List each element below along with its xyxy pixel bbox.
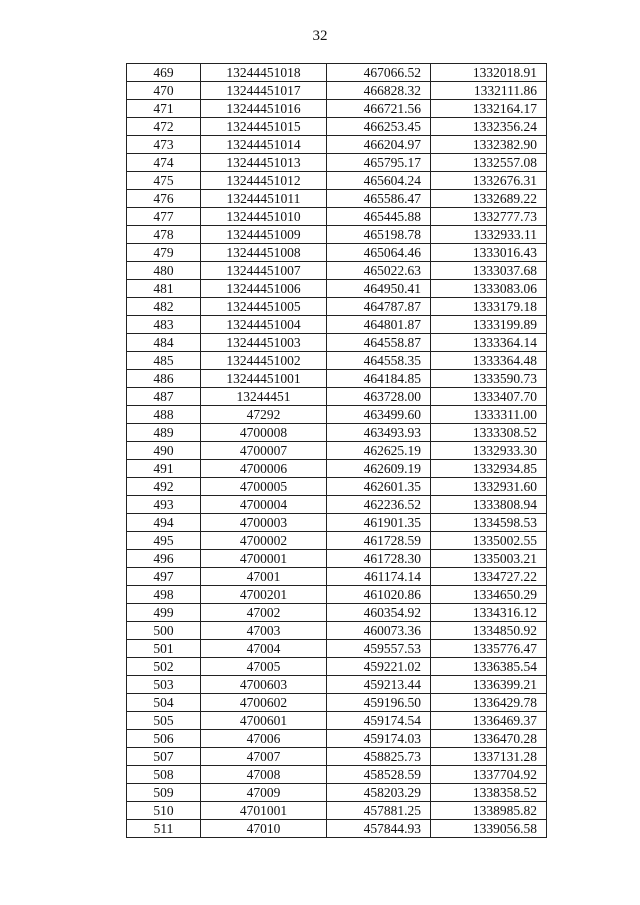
point-id-cell: 47010 (201, 820, 327, 838)
row-number-cell: 486 (127, 370, 201, 388)
row-number-cell: 481 (127, 280, 201, 298)
point-id-cell: 13244451008 (201, 244, 327, 262)
y-coordinate-cell: 1333083.06 (431, 280, 547, 298)
x-coordinate-cell: 459174.03 (327, 730, 431, 748)
point-id-cell: 13244451017 (201, 82, 327, 100)
table-row (127, 586, 547, 604)
table-row (127, 154, 547, 172)
point-id-cell: 13244451007 (201, 262, 327, 280)
table-row (127, 136, 547, 154)
x-coordinate-cell: 465022.63 (327, 262, 431, 280)
x-coordinate-cell: 465604.24 (327, 172, 431, 190)
point-id-cell: 4700001 (201, 550, 327, 568)
row-number-cell: 488 (127, 406, 201, 424)
x-coordinate-cell: 463493.93 (327, 424, 431, 442)
x-coordinate-cell: 464801.87 (327, 316, 431, 334)
point-id-cell: 4700008 (201, 424, 327, 442)
x-coordinate-cell: 460073.36 (327, 622, 431, 640)
row-number-cell: 504 (127, 694, 201, 712)
row-number-cell: 471 (127, 100, 201, 118)
row-number-cell: 507 (127, 748, 201, 766)
table-row (127, 334, 547, 352)
x-coordinate-cell: 462625.19 (327, 442, 431, 460)
x-coordinate-cell: 465795.17 (327, 154, 431, 172)
x-coordinate-cell: 466721.56 (327, 100, 431, 118)
y-coordinate-cell: 1334727.22 (431, 568, 547, 586)
x-coordinate-cell: 462609.19 (327, 460, 431, 478)
table-row (127, 568, 547, 586)
table-row (127, 226, 547, 244)
table-row (127, 712, 547, 730)
row-number-cell: 510 (127, 802, 201, 820)
row-number-cell: 482 (127, 298, 201, 316)
x-coordinate-cell: 464787.87 (327, 298, 431, 316)
table-row (127, 766, 547, 784)
y-coordinate-cell: 1336429.78 (431, 694, 547, 712)
table-row (127, 730, 547, 748)
row-number-cell: 484 (127, 334, 201, 352)
y-coordinate-cell: 1335003.21 (431, 550, 547, 568)
y-coordinate-cell: 1332676.31 (431, 172, 547, 190)
table-row (127, 316, 547, 334)
x-coordinate-cell: 467066.52 (327, 64, 431, 82)
point-id-cell: 13244451002 (201, 352, 327, 370)
y-coordinate-cell: 1332018.91 (431, 64, 547, 82)
row-number-cell: 477 (127, 208, 201, 226)
coordinates-table (126, 63, 547, 838)
x-coordinate-cell: 461901.35 (327, 514, 431, 532)
x-coordinate-cell: 466828.32 (327, 82, 431, 100)
y-coordinate-cell: 1332933.11 (431, 226, 547, 244)
row-number-cell: 497 (127, 568, 201, 586)
y-coordinate-cell: 1332164.17 (431, 100, 547, 118)
point-id-cell: 4700003 (201, 514, 327, 532)
x-coordinate-cell: 461728.59 (327, 532, 431, 550)
table-row (127, 352, 547, 370)
y-coordinate-cell: 1333308.52 (431, 424, 547, 442)
x-coordinate-cell: 460354.92 (327, 604, 431, 622)
row-number-cell: 511 (127, 820, 201, 838)
x-coordinate-cell: 465064.46 (327, 244, 431, 262)
y-coordinate-cell: 1332356.24 (431, 118, 547, 136)
point-id-cell: 4700601 (201, 712, 327, 730)
y-coordinate-cell: 1332689.22 (431, 190, 547, 208)
y-coordinate-cell: 1334316.12 (431, 604, 547, 622)
x-coordinate-cell: 461728.30 (327, 550, 431, 568)
y-coordinate-cell: 1332931.60 (431, 478, 547, 496)
row-number-cell: 475 (127, 172, 201, 190)
table-row (127, 820, 547, 838)
x-coordinate-cell: 461174.14 (327, 568, 431, 586)
x-coordinate-cell: 457881.25 (327, 802, 431, 820)
row-number-cell: 478 (127, 226, 201, 244)
table-row (127, 82, 547, 100)
x-coordinate-cell: 463499.60 (327, 406, 431, 424)
point-id-cell: 47009 (201, 784, 327, 802)
y-coordinate-cell: 1333311.00 (431, 406, 547, 424)
point-id-cell: 13244451005 (201, 298, 327, 316)
point-id-cell: 47006 (201, 730, 327, 748)
point-id-cell: 13244451009 (201, 226, 327, 244)
x-coordinate-cell: 458203.29 (327, 784, 431, 802)
row-number-cell: 491 (127, 460, 201, 478)
row-number-cell: 505 (127, 712, 201, 730)
y-coordinate-cell: 1334598.53 (431, 514, 547, 532)
table-row (127, 748, 547, 766)
point-id-cell: 13244451011 (201, 190, 327, 208)
row-number-cell: 506 (127, 730, 201, 748)
x-coordinate-cell: 464558.87 (327, 334, 431, 352)
x-coordinate-cell: 464184.85 (327, 370, 431, 388)
table-row (127, 514, 547, 532)
row-number-cell: 469 (127, 64, 201, 82)
x-coordinate-cell: 465445.88 (327, 208, 431, 226)
row-number-cell: 495 (127, 532, 201, 550)
table-row (127, 442, 547, 460)
row-number-cell: 498 (127, 586, 201, 604)
y-coordinate-cell: 1333364.48 (431, 352, 547, 370)
y-coordinate-cell: 1332382.90 (431, 136, 547, 154)
table-row (127, 244, 547, 262)
y-coordinate-cell: 1332111.86 (431, 82, 547, 100)
row-number-cell: 487 (127, 388, 201, 406)
x-coordinate-cell: 459174.54 (327, 712, 431, 730)
table-row (127, 64, 547, 82)
table-row (127, 658, 547, 676)
point-id-cell: 47002 (201, 604, 327, 622)
y-coordinate-cell: 1333407.70 (431, 388, 547, 406)
x-coordinate-cell: 461020.86 (327, 586, 431, 604)
point-id-cell: 47004 (201, 640, 327, 658)
x-coordinate-cell: 465586.47 (327, 190, 431, 208)
y-coordinate-cell: 1335002.55 (431, 532, 547, 550)
table-row (127, 118, 547, 136)
point-id-cell: 47007 (201, 748, 327, 766)
y-coordinate-cell: 1333808.94 (431, 496, 547, 514)
table-row (127, 478, 547, 496)
row-number-cell: 492 (127, 478, 201, 496)
x-coordinate-cell: 465198.78 (327, 226, 431, 244)
row-number-cell: 508 (127, 766, 201, 784)
table-row (127, 676, 547, 694)
point-id-cell: 4700005 (201, 478, 327, 496)
row-number-cell: 490 (127, 442, 201, 460)
point-id-cell: 47001 (201, 568, 327, 586)
x-coordinate-cell: 459557.53 (327, 640, 431, 658)
table-row (127, 280, 547, 298)
y-coordinate-cell: 1333199.89 (431, 316, 547, 334)
point-id-cell: 4700006 (201, 460, 327, 478)
y-coordinate-cell: 1333037.68 (431, 262, 547, 280)
y-coordinate-cell: 1337704.92 (431, 766, 547, 784)
x-coordinate-cell: 462601.35 (327, 478, 431, 496)
x-coordinate-cell: 463728.00 (327, 388, 431, 406)
point-id-cell: 47008 (201, 766, 327, 784)
y-coordinate-cell: 1338985.82 (431, 802, 547, 820)
point-id-cell: 13244451016 (201, 100, 327, 118)
table-row (127, 406, 547, 424)
row-number-cell: 476 (127, 190, 201, 208)
point-id-cell: 13244451014 (201, 136, 327, 154)
y-coordinate-cell: 1336385.54 (431, 658, 547, 676)
y-coordinate-cell: 1337131.28 (431, 748, 547, 766)
x-coordinate-cell: 459196.50 (327, 694, 431, 712)
point-id-cell: 4700603 (201, 676, 327, 694)
table-row (127, 604, 547, 622)
table-row (127, 496, 547, 514)
row-number-cell: 474 (127, 154, 201, 172)
coordinates-table-body (127, 64, 547, 838)
row-number-cell: 509 (127, 784, 201, 802)
row-number-cell: 489 (127, 424, 201, 442)
y-coordinate-cell: 1332933.30 (431, 442, 547, 460)
table-row (127, 550, 547, 568)
point-id-cell: 4700201 (201, 586, 327, 604)
x-coordinate-cell: 466253.45 (327, 118, 431, 136)
table-row (127, 262, 547, 280)
x-coordinate-cell: 464558.35 (327, 352, 431, 370)
point-id-cell: 47003 (201, 622, 327, 640)
point-id-cell: 13244451004 (201, 316, 327, 334)
table-row (127, 424, 547, 442)
table-row (127, 370, 547, 388)
x-coordinate-cell: 459213.44 (327, 676, 431, 694)
y-coordinate-cell: 1332777.73 (431, 208, 547, 226)
table-row (127, 784, 547, 802)
point-id-cell: 4700004 (201, 496, 327, 514)
point-id-cell: 47005 (201, 658, 327, 676)
table-row (127, 802, 547, 820)
row-number-cell: 483 (127, 316, 201, 334)
row-number-cell: 473 (127, 136, 201, 154)
y-coordinate-cell: 1336469.37 (431, 712, 547, 730)
row-number-cell: 502 (127, 658, 201, 676)
table-row (127, 460, 547, 478)
row-number-cell: 479 (127, 244, 201, 262)
y-coordinate-cell: 1333016.43 (431, 244, 547, 262)
x-coordinate-cell: 466204.97 (327, 136, 431, 154)
point-id-cell: 13244451018 (201, 64, 327, 82)
point-id-cell: 4700602 (201, 694, 327, 712)
row-number-cell: 494 (127, 514, 201, 532)
y-coordinate-cell: 1332557.08 (431, 154, 547, 172)
point-id-cell: 13244451001 (201, 370, 327, 388)
table-row (127, 694, 547, 712)
point-id-cell: 13244451006 (201, 280, 327, 298)
y-coordinate-cell: 1333590.73 (431, 370, 547, 388)
y-coordinate-cell: 1333364.14 (431, 334, 547, 352)
point-id-cell: 47292 (201, 406, 327, 424)
row-number-cell: 501 (127, 640, 201, 658)
point-id-cell: 13244451012 (201, 172, 327, 190)
y-coordinate-cell: 1339056.58 (431, 820, 547, 838)
y-coordinate-cell: 1333179.18 (431, 298, 547, 316)
table-row (127, 532, 547, 550)
y-coordinate-cell: 1334850.92 (431, 622, 547, 640)
row-number-cell: 499 (127, 604, 201, 622)
point-id-cell: 13244451015 (201, 118, 327, 136)
point-id-cell: 13244451010 (201, 208, 327, 226)
table-row (127, 640, 547, 658)
point-id-cell: 13244451013 (201, 154, 327, 172)
x-coordinate-cell: 458825.73 (327, 748, 431, 766)
row-number-cell: 470 (127, 82, 201, 100)
table-row (127, 298, 547, 316)
table-row (127, 208, 547, 226)
y-coordinate-cell: 1332934.85 (431, 460, 547, 478)
row-number-cell: 472 (127, 118, 201, 136)
x-coordinate-cell: 457844.93 (327, 820, 431, 838)
x-coordinate-cell: 462236.52 (327, 496, 431, 514)
row-number-cell: 485 (127, 352, 201, 370)
x-coordinate-cell: 459221.02 (327, 658, 431, 676)
point-id-cell: 4701001 (201, 802, 327, 820)
y-coordinate-cell: 1334650.29 (431, 586, 547, 604)
row-number-cell: 493 (127, 496, 201, 514)
point-id-cell: 4700002 (201, 532, 327, 550)
table-row (127, 388, 547, 406)
y-coordinate-cell: 1338358.52 (431, 784, 547, 802)
row-number-cell: 480 (127, 262, 201, 280)
y-coordinate-cell: 1336399.21 (431, 676, 547, 694)
table-row (127, 100, 547, 118)
x-coordinate-cell: 464950.41 (327, 280, 431, 298)
row-number-cell: 500 (127, 622, 201, 640)
point-id-cell: 4700007 (201, 442, 327, 460)
point-id-cell: 13244451003 (201, 334, 327, 352)
table-row (127, 172, 547, 190)
table-row (127, 190, 547, 208)
x-coordinate-cell: 458528.59 (327, 766, 431, 784)
row-number-cell: 496 (127, 550, 201, 568)
y-coordinate-cell: 1336470.28 (431, 730, 547, 748)
y-coordinate-cell: 1335776.47 (431, 640, 547, 658)
table-row (127, 622, 547, 640)
point-id-cell: 13244451 (201, 388, 327, 406)
page-number: 32 (312, 28, 328, 44)
row-number-cell: 503 (127, 676, 201, 694)
